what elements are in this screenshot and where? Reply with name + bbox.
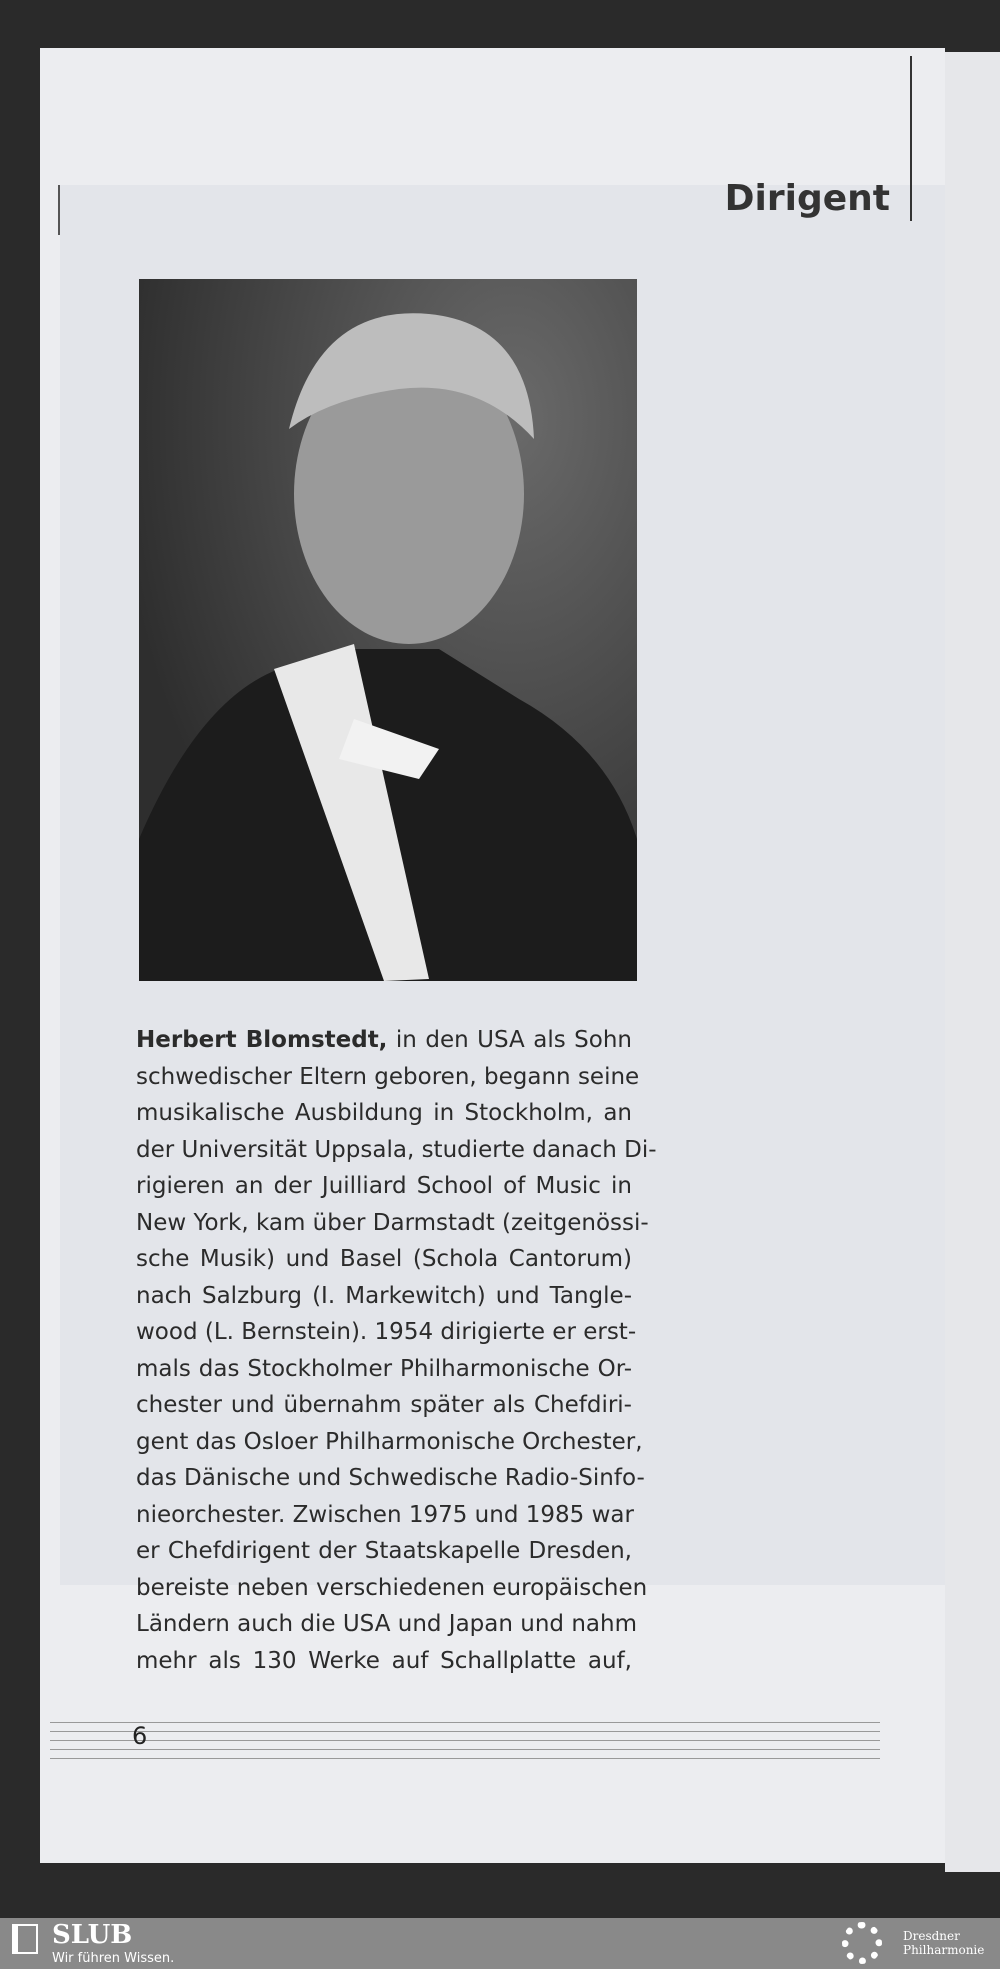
portrait-photo xyxy=(139,279,637,981)
text-line: der Universität Uppsala, studierte danach Di- xyxy=(136,1136,657,1163)
philharmonie-logo-text[interactable]: Dresdner Philharmonie xyxy=(903,1929,985,1957)
text-line: gent das Osloer Philharmonische Orchester, xyxy=(136,1428,643,1455)
conductor-name: Herbert Blomstedt, xyxy=(136,1027,388,1053)
slub-logo-icon[interactable] xyxy=(12,1924,38,1954)
philharmonie-logo-icon[interactable] xyxy=(842,1922,882,1964)
biography-text xyxy=(136,1022,657,1679)
text-line: New York, kam über Darmstadt (zeitgenössi- xyxy=(136,1209,649,1236)
text-line: Ländern auch die USA und Japan und nahm xyxy=(136,1611,637,1637)
text-line: schwedischer Eltern geboren, begann seine xyxy=(136,1063,640,1090)
header-rule xyxy=(910,56,912,221)
page-number: 6 xyxy=(132,1722,148,1750)
text-line: er Chefdirigent der Staatskapelle Dresden, xyxy=(136,1538,632,1564)
text-line: wood (L. Bernstein). 1954 dirigierte er erst- xyxy=(136,1319,637,1345)
footer-bar xyxy=(0,1918,1000,1969)
decorative-staff-lines xyxy=(50,1722,880,1766)
next-page-edge xyxy=(945,52,1000,1872)
slub-tagline: Wir führen Wissen. xyxy=(52,1951,175,1966)
margin-rule xyxy=(58,185,60,235)
text-line: rigieren an der Juilliard School of Music in xyxy=(136,1173,632,1199)
text-line: nach Salzburg (I. Markewitch) und Tangle- xyxy=(136,1282,632,1309)
text-line: nieorchester. Zwischen 1975 und 1985 war xyxy=(136,1501,634,1528)
text-line: sche Musik) und Basel (Schola Cantorum) xyxy=(136,1246,632,1272)
text-line: Herbert Blomstedt, in den USA als Sohn xyxy=(136,1027,632,1053)
text-line: mehr als 130 Werke auf Schallplatte auf, xyxy=(136,1647,632,1674)
section-heading: Dirigent xyxy=(724,178,890,219)
text-line: bereiste neben verschiedenen europäischen xyxy=(136,1574,648,1601)
text-line: mals das Stockholmer Philharmonische Or- xyxy=(136,1355,632,1382)
slub-logo-text[interactable]: SLUB xyxy=(52,1920,133,1950)
text-line: das Dänische und Schwedische Radio-Sinfo- xyxy=(136,1465,645,1491)
text-line: musikalische Ausbildung in Stockholm, an xyxy=(136,1100,632,1126)
text-line: chester und übernahm später als Chefdiri- xyxy=(136,1392,632,1418)
